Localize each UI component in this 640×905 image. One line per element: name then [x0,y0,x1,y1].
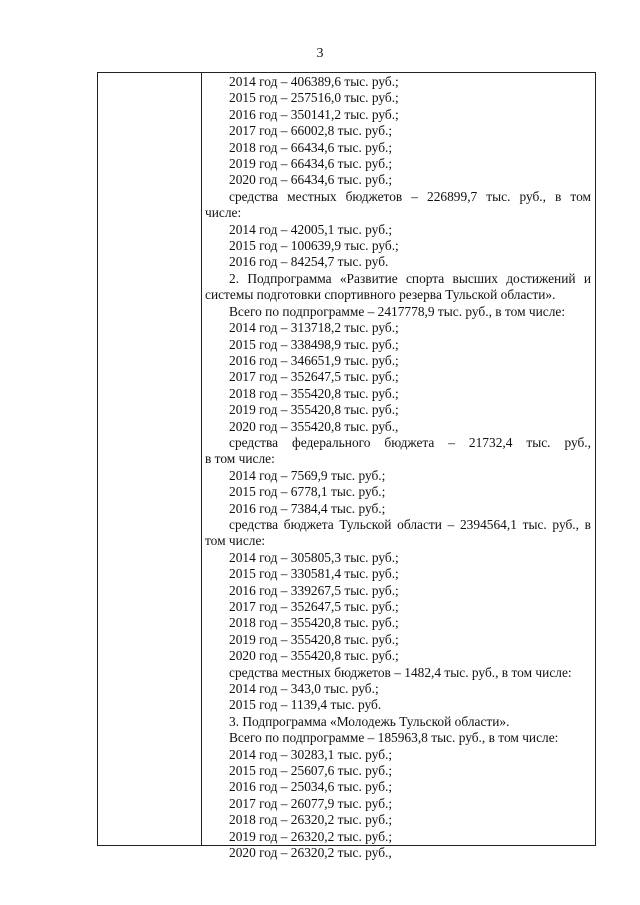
page-number: 3 [316,46,324,61]
text-line: 2017 год – 26077,9 тыс. руб.; [229,795,393,811]
text-line: 2017 год – 66002,8 тыс. руб.; [229,123,393,139]
text-line: 3. Подпрограмма «Молодежь Тульской области». [229,713,510,729]
text-line: 2016 год – 25034,6 тыс. руб.; [229,779,393,795]
text-line: 2020 год – 355420,8 тыс. руб.; [229,648,399,664]
table-right-column [202,73,595,861]
text-line: 2014 год – 30283,1 тыс. руб.; [229,746,393,762]
text-line: 2. Подпрограмма «Развитие спорта высших достижений и [229,270,591,286]
text-line: системы подготовки спортивного резерва Тульской области». [205,287,556,303]
text-line: 2020 год – 26320,2 тыс. руб., [229,845,392,861]
text-line: 2015 год – 6778,1 тыс. руб.; [229,484,386,500]
text-line: 2019 год – 66434,6 тыс. руб.; [229,156,393,172]
text-line: 2018 год – 355420,8 тыс. руб.; [229,385,399,401]
text-line: Всего по подпрограмме – 185963,8 тыс. руб., в том числе: [229,730,559,746]
text-line: 2019 год – 355420,8 тыс. руб.; [229,402,399,418]
text-line: средства бюджета Тульской области – 2394564,1 тыс. руб., в [229,516,591,532]
text-line: 2015 год – 100639,9 тыс. руб.; [229,238,399,254]
text-line: 2017 год – 352647,5 тыс. руб.; [229,599,399,614]
text-line: 2016 год – 350141,2 тыс. руб.; [229,106,399,122]
text-line: 2018 год – 66434,6 тыс. руб.; [229,139,393,155]
text-line: 2018 год – 355420,8 тыс. руб.; [229,615,399,631]
text-line: 2014 год – 406389,6 тыс. руб.; [229,74,399,89]
text-line: средства федерального бюджета – 21732,4 тыс. руб., [229,434,591,450]
text-line: 2016 год – 339267,5 тыс. руб.; [229,582,399,598]
text-line: 2019 год – 26320,2 тыс. руб.; [229,828,393,844]
text-line: Всего по подпрограмме – 2417778,9 тыс. руб., в том числе: [229,303,566,319]
table-left-column [98,73,202,845]
text-line: 2015 год – 1139,4 тыс. руб. [229,697,382,713]
text-line: 2015 год – 257516,0 тыс. руб.; [229,90,399,106]
text-line: 2016 год – 7384,4 тыс. руб.; [229,500,386,516]
text-line: средства местных бюджетов – 226899,7 тыс. руб., в том [229,188,591,204]
text-line: 2017 год – 352647,5 тыс. руб.; [229,369,399,385]
text-line: средства местных бюджетов – 1482,4 тыс. руб., в том числе: [229,664,572,680]
text-line: 2018 год – 26320,2 тыс. руб.; [229,812,393,828]
text-line: том числе: [205,533,266,549]
text-line: 2020 год – 66434,6 тыс. руб.; [229,172,393,188]
text-line: 2019 год – 355420,8 тыс. руб.; [229,631,399,647]
text-line: 2020 год – 355420,8 тыс. руб., [229,418,399,434]
text-line: 2015 год – 330581,4 тыс. руб.; [229,566,399,582]
text-line: 2014 год – 7569,9 тыс. руб.; [229,467,386,483]
text-line: 2014 год – 313718,2 тыс. руб.; [229,320,399,336]
text-line: 2016 год – 84254,7 тыс. руб. [229,254,389,270]
text-line: 2015 год – 338498,9 тыс. руб.; [229,336,399,352]
text-line: 2015 год – 25607,6 тыс. руб.; [229,763,393,779]
text-line: 2016 год – 346651,9 тыс. руб.; [229,352,399,368]
text-line: в том числе: [205,451,275,467]
text-line: 2014 год – 305805,3 тыс. руб.; [229,549,399,565]
text-line: 2014 год – 42005,1 тыс. руб.; [229,221,393,237]
financing-table [97,72,596,861]
text-line: числе: [205,205,242,221]
text-line: 2014 год – 343,0 тыс. руб.; [229,681,379,697]
